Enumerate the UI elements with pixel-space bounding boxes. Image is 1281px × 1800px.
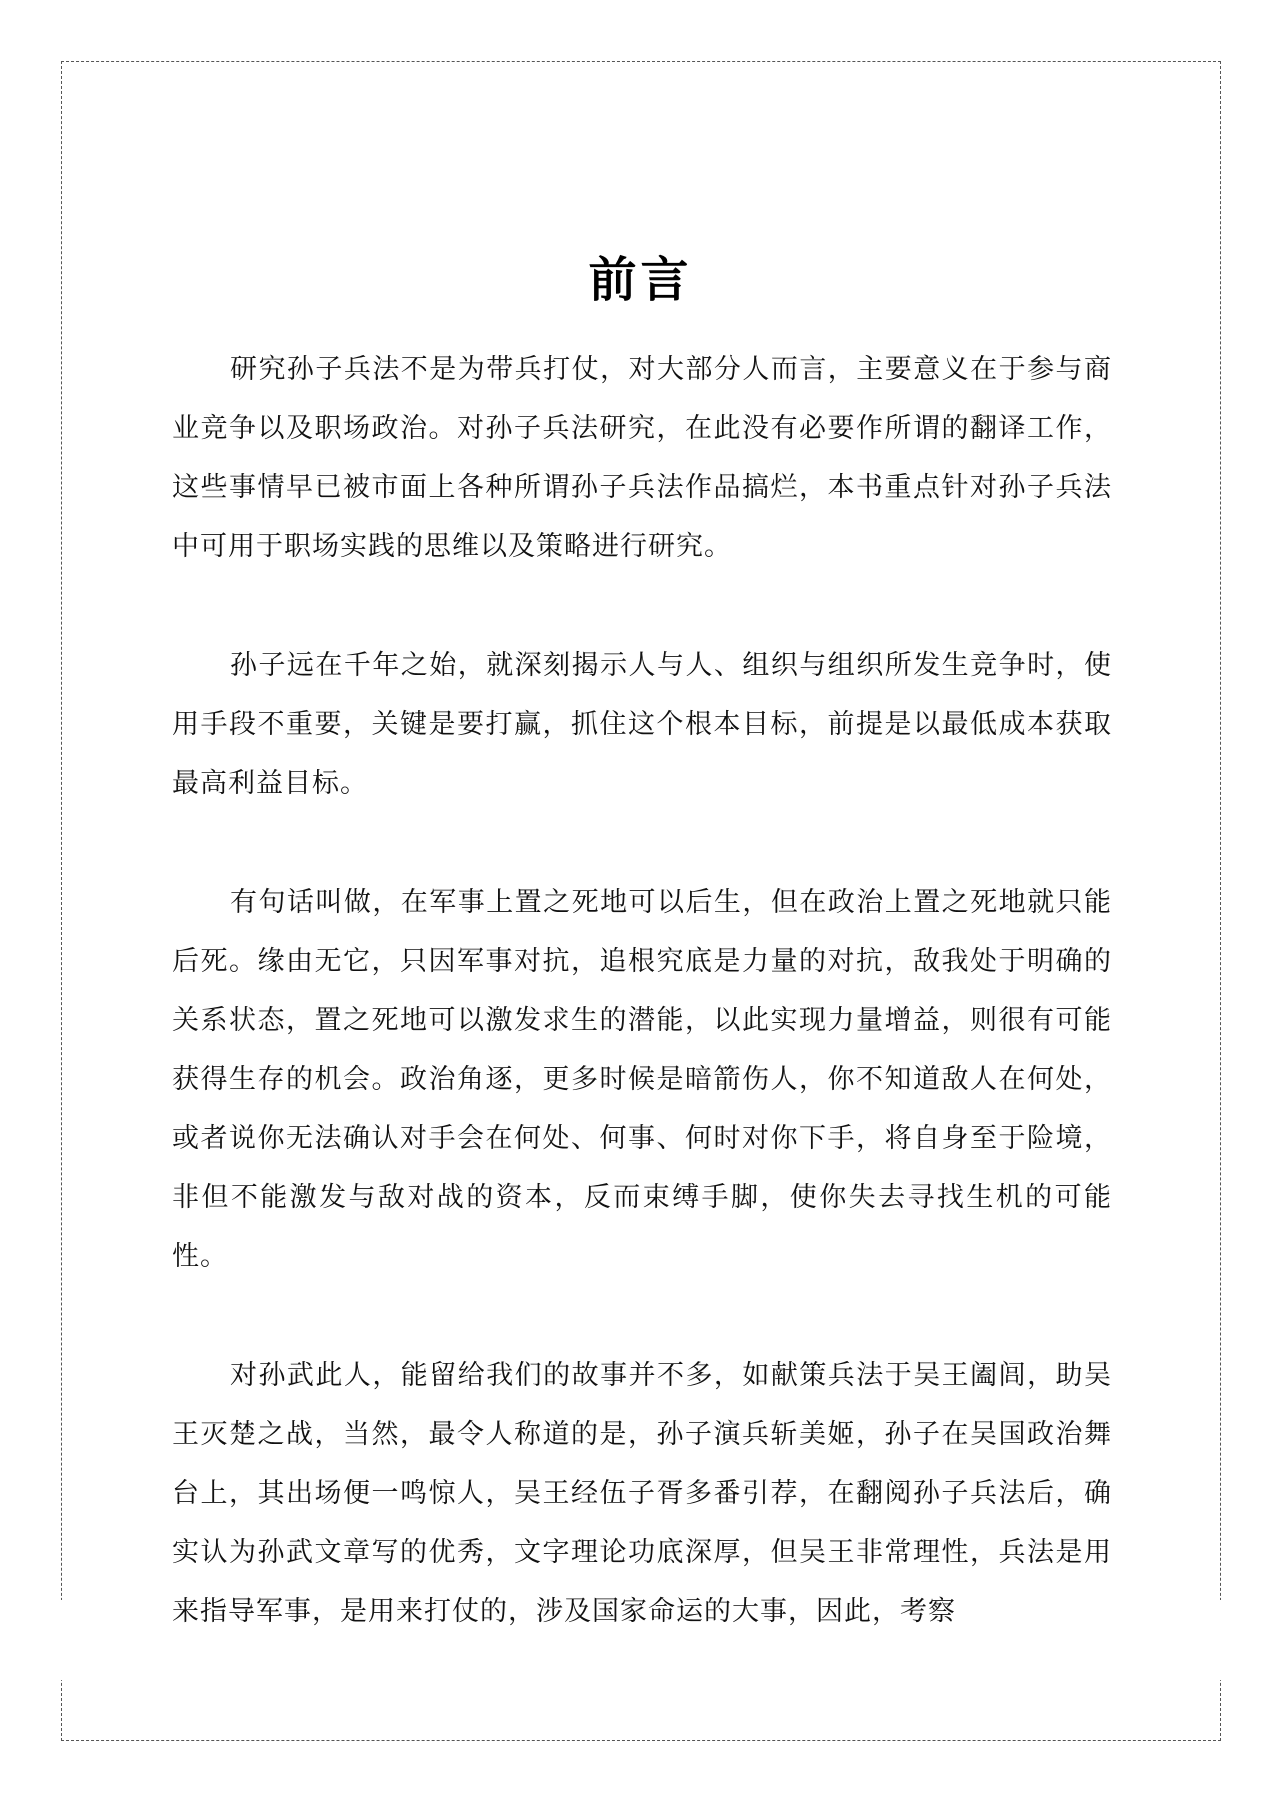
paragraph-3: 有句话叫做，在军事上置之死地可以后生，但在政治上置之死地就只能后死。缘由无它，只因军事对抗，追根究底是力量的对抗，敌我处于明确的关系状态，置之死地可以激发求生的潜能，以此实现力量增益，则很有可能获得生存的机会。政治角逐，更多时候是暗箭伤人，你不知道敌人在何处，或者说你无法确认对手会在何处、何事、何时对你下手，将自身至于险境，非但不能激发与敌对战的资本，反而束缚手脚，使你失去寻找生机的可能性。 [172, 887, 1112, 1272]
paragraph-1: 研究孙子兵法不是为带兵打仗，对大部分人而言，主要意义在于参与商业竞争以及职场政治。对孙子兵法研究，在此没有必要作所谓的翻译工作，这些事情早已被市面上各种所谓孙子兵法作品搞烂，本书重点针对孙子兵法中可用于职场实践的思维以及策略进行研究。 [172, 354, 1112, 562]
paragraph-4: 对孙武此人，能留给我们的故事并不多，如献策兵法于吴王阖闾，助吴王灭楚之战，当然，最令人称道的是，孙子演兵斩美姬，孙子在吴国政治舞台上，其出场便一鸣惊人，吴王经伍子胥多番引荐，在翻阅孙子兵法后，确实认为孙武文章写的优秀，文字理论功底深厚，但吴王非常理性，兵法是用来指导军事，是用来打仗的，涉及国家命运的大事，因此，考察 [172, 1360, 1112, 1627]
page-title: 前言 [588, 252, 693, 309]
page-border-gap-right [1216, 1600, 1226, 1680]
paragraph-2: 孙子远在千年之始，就深刻揭示人与人、组织与组织所发生竞争时，使用手段不重要，关键是要打赢，抓住这个根本目标，前提是以最低成本获取最高利益目标。 [172, 650, 1112, 799]
page-border-gap-left [55, 1600, 65, 1680]
document-body [172, 340, 1112, 1701]
